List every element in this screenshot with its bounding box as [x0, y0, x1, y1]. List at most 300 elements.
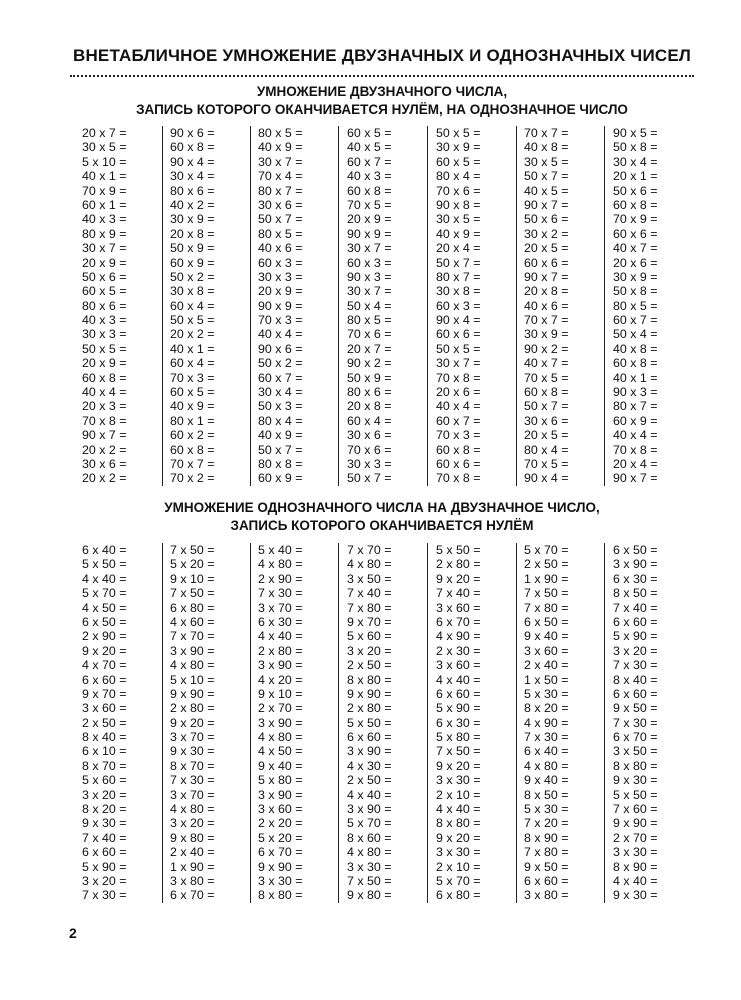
exercise-item: 6 x 30 = [436, 715, 481, 730]
exercise-item: 9 x 30 = [613, 773, 658, 788]
section-1-column-6 [524, 126, 605, 486]
section-1-column-2 [170, 126, 251, 486]
exercise-item: 70 x 3 = [436, 428, 481, 443]
exercise-item: 2 x 40 = [170, 845, 215, 860]
exercise-item: 3 x 60 = [258, 802, 303, 817]
exercise-item: 30 x 3 = [347, 456, 392, 471]
exercise-item: 9 x 20 = [436, 830, 481, 845]
exercise-item: 70 x 2 = [170, 471, 215, 486]
exercise-item: 60 x 6 = [524, 255, 569, 270]
exercise-item: 2 x 80 = [258, 643, 303, 658]
exercise-item: 7 x 50 = [170, 586, 215, 601]
exercise-item: 30 x 6 = [258, 197, 303, 212]
exercise-item: 40 x 1 = [613, 370, 658, 385]
exercise-item: 4 x 80 = [347, 557, 392, 572]
exercise-item: 90 x 6 = [170, 126, 215, 140]
exercise-item: 9 x 20 = [82, 643, 127, 658]
exercise-item: 8 x 80 = [436, 816, 481, 831]
exercise-item: 80 x 9 = [82, 226, 127, 241]
exercise-item: 70 x 6 = [436, 183, 481, 198]
exercise-item: 9 x 90 = [170, 686, 215, 701]
exercise-item: 50 x 5 = [82, 341, 127, 356]
exercise-item: 1 x 90 = [170, 859, 215, 874]
exercise-item: 50 x 4 = [347, 298, 392, 313]
exercise-item: 4 x 40 = [82, 571, 127, 586]
exercise-item: 20 x 3 = [82, 399, 127, 414]
exercise-item: 3 x 50 = [347, 571, 392, 586]
exercise-item: 60 x 7 = [613, 313, 658, 328]
exercise-item: 60 x 8 = [347, 183, 392, 198]
exercise-item: 60 x 4 = [170, 356, 215, 371]
exercise-item: 2 x 70 = [613, 830, 658, 845]
exercise-item: 7 x 30 = [524, 730, 569, 745]
exercise-item: 20 x 5 = [524, 241, 569, 256]
exercise-item: 6 x 30 = [613, 571, 658, 586]
exercise-item: 50 x 7 = [258, 212, 303, 227]
title-dotted-rule [70, 75, 694, 77]
exercise-item: 3 x 70 = [170, 730, 215, 745]
exercise-item: 5 x 10 = [82, 154, 127, 169]
exercise-item: 9 x 70 = [347, 614, 392, 629]
exercise-item: 6 x 70 = [170, 888, 215, 903]
section-1-column-5 [436, 126, 517, 486]
exercise-item: 40 x 4 = [613, 428, 658, 443]
exercise-item: 60 x 8 = [170, 442, 215, 457]
exercise-item: 60 x 8 = [613, 356, 658, 371]
exercise-item: 90 x 4 = [524, 471, 569, 486]
exercise-item: 6 x 80 = [436, 888, 481, 903]
exercise-item: 8 x 20 = [82, 802, 127, 817]
exercise-item: 60 x 7 = [436, 413, 481, 428]
exercise-item: 90 x 3 = [347, 269, 392, 284]
exercise-item: 2 x 40 = [524, 658, 569, 673]
exercise-item: 50 x 2 = [258, 356, 303, 371]
exercise-item: 70 x 3 = [170, 370, 215, 385]
exercise-item: 5 x 10 = [170, 672, 215, 687]
exercise-item: 6 x 60 = [347, 730, 392, 745]
exercise-item: 5 x 90 = [613, 629, 658, 644]
exercise-item: 2 x 10 = [436, 787, 481, 802]
exercise-item: 9 x 20 = [436, 758, 481, 773]
exercise-item: 6 x 60 = [613, 686, 658, 701]
exercise-item: 6 x 60 = [436, 686, 481, 701]
exercise-item: 60 x 8 = [436, 442, 481, 457]
exercise-item: 60 x 1 = [82, 197, 127, 212]
exercise-item: 7 x 30 = [258, 586, 303, 601]
exercise-item: 9 x 30 = [82, 816, 127, 831]
section-2-heading-line-1: УМНОЖЕНИЕ ОДНОЗНАЧНОГО ЧИСЛА НА ДВУЗНАЧНОЕ ЧИСЛО, [164, 500, 600, 515]
exercise-item: 5 x 80 = [436, 730, 481, 745]
exercise-item: 3 x 80 = [524, 888, 569, 903]
exercise-item: 90 x 9 = [258, 298, 303, 313]
exercise-item: 4 x 50 = [258, 744, 303, 759]
exercise-item: 5 x 80 = [258, 773, 303, 788]
exercise-item: 4 x 40 = [436, 802, 481, 817]
exercise-item: 60 x 6 = [436, 327, 481, 342]
exercise-item: 6 x 30 = [258, 614, 303, 629]
exercise-item: 20 x 4 = [613, 456, 658, 471]
exercise-item: 6 x 10 = [82, 744, 127, 759]
exercise-item: 30 x 5 = [82, 140, 127, 155]
exercise-item: 90 x 5 = [613, 126, 658, 140]
exercise-item: 30 x 6 = [347, 428, 392, 443]
exercise-item: 70 x 4 = [258, 169, 303, 184]
exercise-item: 70 x 3 = [258, 313, 303, 328]
exercise-item: 70 x 6 = [347, 442, 392, 457]
exercise-item: 40 x 4 = [82, 385, 127, 400]
exercise-item: 50 x 9 = [347, 370, 392, 385]
exercise-item: 8 x 90 = [613, 859, 658, 874]
exercise-item: 20 x 9 = [82, 255, 127, 270]
exercise-item: 3 x 60 = [82, 701, 127, 716]
section-1-column-3 [258, 126, 339, 486]
exercise-item: 3 x 90 = [347, 802, 392, 817]
exercise-item: 6 x 60 = [613, 614, 658, 629]
exercise-item: 8 x 50 = [613, 586, 658, 601]
exercise-item: 80 x 5 = [258, 226, 303, 241]
exercise-item: 40 x 6 = [524, 298, 569, 313]
exercise-item: 2 x 30 = [436, 643, 481, 658]
exercise-item: 3 x 30 = [347, 859, 392, 874]
exercise-item: 30 x 4 = [258, 385, 303, 400]
exercise-item: 30 x 9 = [613, 269, 658, 284]
exercise-item: 40 x 7 = [613, 241, 658, 256]
exercise-item: 6 x 60 = [82, 672, 127, 687]
exercise-item: 2 x 10 = [436, 859, 481, 874]
exercise-item: 60 x 3 = [258, 255, 303, 270]
exercise-item: 30 x 9 = [436, 140, 481, 155]
exercise-item: 5 x 30 = [524, 802, 569, 817]
exercise-item: 7 x 20 = [524, 816, 569, 831]
exercise-item: 20 x 9 = [347, 212, 392, 227]
exercise-item: 40 x 6 = [258, 241, 303, 256]
exercise-item: 40 x 2 = [170, 197, 215, 212]
exercise-item: 60 x 4 = [170, 298, 215, 313]
exercise-item: 3 x 20 = [82, 787, 127, 802]
exercise-item: 40 x 1 = [82, 169, 127, 184]
exercise-item: 80 x 7 = [436, 269, 481, 284]
exercise-item: 60 x 9 = [613, 413, 658, 428]
exercise-item: 80 x 5 = [258, 126, 303, 140]
exercise-item: 7 x 50 = [170, 543, 215, 557]
exercise-item: 70 x 8 = [613, 442, 658, 457]
exercise-item: 80 x 6 = [170, 183, 215, 198]
exercise-item: 80 x 5 = [613, 298, 658, 313]
exercise-item: 90 x 7 = [613, 471, 658, 486]
exercise-item: 9 x 50 = [613, 701, 658, 716]
exercise-item: 9 x 80 = [347, 888, 392, 903]
exercise-item: 60 x 9 = [258, 471, 303, 486]
exercise-item: 2 x 80 = [347, 701, 392, 716]
exercise-item: 5 x 50 = [613, 787, 658, 802]
exercise-item: 80 x 4 = [436, 169, 481, 184]
section-1-column-4 [347, 126, 428, 486]
exercise-item: 40 x 8 = [524, 140, 569, 155]
exercise-item: 40 x 4 = [258, 327, 303, 342]
exercise-item: 60 x 3 = [347, 255, 392, 270]
exercise-item: 60 x 6 = [436, 456, 481, 471]
exercise-item: 20 x 6 = [436, 385, 481, 400]
exercise-item: 8 x 80 = [613, 758, 658, 773]
exercise-item: 3 x 90 = [258, 787, 303, 802]
exercise-item: 80 x 4 = [258, 413, 303, 428]
exercise-item: 4 x 80 = [524, 758, 569, 773]
exercise-item: 4 x 40 = [347, 787, 392, 802]
exercise-item: 9 x 20 = [436, 571, 481, 586]
exercise-item: 9 x 70 = [82, 686, 127, 701]
exercise-item: 7 x 30 = [613, 658, 658, 673]
exercise-item: 8 x 70 = [82, 758, 127, 773]
exercise-item: 50 x 3 = [258, 399, 303, 414]
exercise-item: 20 x 4 = [436, 241, 481, 256]
exercise-item: 4 x 40 = [436, 672, 481, 687]
exercise-item: 5 x 70 = [524, 543, 569, 557]
exercise-item: 50 x 6 = [613, 183, 658, 198]
exercise-item: 20 x 9 = [258, 284, 303, 299]
exercise-item: 30 x 4 = [170, 169, 215, 184]
exercise-item: 40 x 4 = [436, 399, 481, 414]
exercise-item: 3 x 80 = [170, 873, 215, 888]
exercise-item: 7 x 30 = [82, 888, 127, 903]
exercise-item: 8 x 80 = [347, 672, 392, 687]
exercise-item: 20 x 8 = [347, 399, 392, 414]
exercise-item: 5 x 20 = [258, 830, 303, 845]
exercise-item: 3 x 20 = [347, 643, 392, 658]
exercise-item: 90 x 4 = [436, 313, 481, 328]
exercise-item: 8 x 40 = [613, 672, 658, 687]
exercise-item: 90 x 2 = [347, 356, 392, 371]
exercise-item: 9 x 20 = [170, 715, 215, 730]
exercise-item: 30 x 7 = [82, 241, 127, 256]
section-1-column-1 [82, 126, 163, 486]
exercise-item: 70 x 9 = [82, 183, 127, 198]
exercise-item: 60 x 5 = [170, 385, 215, 400]
exercise-item: 90 x 9 = [347, 226, 392, 241]
exercise-item: 5 x 50 = [347, 715, 392, 730]
exercise-item: 90 x 8 = [436, 197, 481, 212]
exercise-item: 90 x 7 = [524, 197, 569, 212]
exercise-item: 30 x 7 = [436, 356, 481, 371]
exercise-item: 5 x 70 = [347, 816, 392, 831]
exercise-item: 7 x 60 = [613, 802, 658, 817]
exercise-item: 70 x 5 = [524, 456, 569, 471]
exercise-item: 40 x 9 = [170, 399, 215, 414]
exercise-item: 7 x 40 = [613, 600, 658, 615]
exercise-item: 3 x 90 = [258, 715, 303, 730]
exercise-item: 6 x 50 = [613, 543, 658, 557]
exercise-item: 30 x 5 = [436, 212, 481, 227]
exercise-item: 8 x 40 = [82, 730, 127, 745]
exercise-item: 8 x 60 = [347, 830, 392, 845]
exercise-item: 3 x 90 = [613, 557, 658, 572]
exercise-item: 7 x 30 = [613, 715, 658, 730]
exercise-item: 9 x 10 = [258, 686, 303, 701]
exercise-item: 2 x 70 = [258, 701, 303, 716]
exercise-item: 30 x 6 = [82, 456, 127, 471]
exercise-item: 20 x 9 = [82, 356, 127, 371]
exercise-item: 60 x 7 = [258, 370, 303, 385]
exercise-item: 3 x 90 = [170, 643, 215, 658]
exercise-item: 60 x 3 = [436, 298, 481, 313]
exercise-item: 6 x 40 = [524, 744, 569, 759]
exercise-item: 20 x 6 = [613, 255, 658, 270]
exercise-item: 2 x 20 = [258, 816, 303, 831]
exercise-item: 4 x 80 = [347, 845, 392, 860]
exercise-item: 50 x 8 = [613, 284, 658, 299]
exercise-item: 50 x 5 = [170, 313, 215, 328]
exercise-item: 3 x 20 = [170, 816, 215, 831]
exercise-item: 9 x 90 = [613, 816, 658, 831]
section-1-column-7 [613, 126, 693, 486]
section-2-column-6 [524, 543, 605, 903]
exercise-item: 70 x 9 = [613, 212, 658, 227]
exercise-item: 80 x 6 = [82, 298, 127, 313]
exercise-item: 40 x 9 = [258, 428, 303, 443]
exercise-item: 80 x 5 = [347, 313, 392, 328]
exercise-item: 30 x 3 = [258, 269, 303, 284]
section-2-heading [60, 499, 704, 535]
exercise-item: 20 x 7 = [82, 126, 127, 140]
exercise-item: 3 x 60 = [524, 643, 569, 658]
exercise-item: 7 x 80 = [524, 845, 569, 860]
exercise-item: 50 x 4 = [613, 327, 658, 342]
exercise-item: 3 x 60 = [436, 658, 481, 673]
exercise-item: 20 x 1 = [613, 169, 658, 184]
exercise-item: 9 x 40 = [524, 773, 569, 788]
exercise-item: 3 x 30 = [258, 873, 303, 888]
exercise-item: 90 x 4 = [170, 154, 215, 169]
exercise-item: 7 x 70 = [170, 629, 215, 644]
exercise-item: 60 x 8 = [82, 370, 127, 385]
exercise-item: 2 x 50 = [524, 557, 569, 572]
exercise-item: 80 x 4 = [524, 442, 569, 457]
section-2-column-5 [436, 543, 517, 903]
exercise-item: 50 x 6 = [82, 269, 127, 284]
exercise-item: 50 x 2 = [170, 269, 215, 284]
exercise-item: 20 x 2 = [82, 442, 127, 457]
exercise-item: 30 x 8 = [170, 284, 215, 299]
exercise-item: 7 x 50 = [524, 586, 569, 601]
exercise-item: 3 x 50 = [613, 744, 658, 759]
exercise-item: 8 x 20 = [524, 701, 569, 716]
exercise-item: 20 x 2 = [170, 327, 215, 342]
exercise-item: 6 x 70 = [258, 845, 303, 860]
exercise-item: 2 x 50 = [347, 658, 392, 673]
exercise-item: 5 x 40 = [258, 543, 303, 557]
page-title: ВНЕТАБЛИЧНОЕ УМНОЖЕНИЕ ДВУЗНАЧНЫХ И ОДНОЗНАЧНЫХ ЧИСЕЛ [72, 46, 692, 65]
exercise-item: 40 x 3 = [82, 212, 127, 227]
exercise-item: 80 x 7 = [258, 183, 303, 198]
exercise-item: 3 x 90 = [258, 658, 303, 673]
exercise-item: 50 x 6 = [524, 212, 569, 227]
exercise-item: 3 x 30 = [613, 845, 658, 860]
exercise-item: 60 x 4 = [347, 413, 392, 428]
exercise-item: 3 x 30 = [436, 845, 481, 860]
exercise-item: 4 x 50 = [82, 600, 127, 615]
exercise-item: 20 x 8 = [170, 226, 215, 241]
exercise-item: 8 x 70 = [170, 758, 215, 773]
exercise-item: 4 x 80 = [170, 802, 215, 817]
exercise-item: 3 x 90 = [347, 744, 392, 759]
exercise-item: 6 x 60 = [524, 873, 569, 888]
exercise-item: 4 x 30 = [347, 758, 392, 773]
exercise-item: 4 x 90 = [524, 715, 569, 730]
section-2-column-4 [347, 543, 428, 903]
section-2-column-1 [82, 543, 163, 903]
exercise-item: 70 x 7 = [170, 456, 215, 471]
section-2-column-7 [613, 543, 693, 903]
exercise-item: 70 x 5 = [347, 197, 392, 212]
exercise-item: 50 x 7 = [524, 399, 569, 414]
exercise-item: 60 x 8 = [524, 385, 569, 400]
exercise-item: 70 x 6 = [347, 327, 392, 342]
exercise-item: 3 x 70 = [258, 600, 303, 615]
exercise-item: 80 x 1 = [170, 413, 215, 428]
exercise-item: 90 x 7 = [524, 269, 569, 284]
exercise-item: 9 x 40 = [258, 758, 303, 773]
exercise-item: 3 x 20 = [613, 643, 658, 658]
exercise-item: 70 x 8 = [436, 471, 481, 486]
exercise-item: 7 x 80 = [524, 600, 569, 615]
section-2-heading-line-2: ЗАПИСЬ КОТОРОГО ОКАНЧИВАЕТСЯ НУЛЁМ [230, 518, 534, 533]
exercise-item: 60 x 2 = [170, 428, 215, 443]
exercise-item: 20 x 7 = [347, 341, 392, 356]
exercise-item: 8 x 50 = [524, 787, 569, 802]
exercise-item: 50 x 7 = [524, 169, 569, 184]
exercise-item: 50 x 9 = [170, 241, 215, 256]
exercise-item: 20 x 8 = [524, 284, 569, 299]
exercise-item: 20 x 5 = [524, 428, 569, 443]
section-1-heading [60, 83, 704, 119]
exercise-item: 6 x 50 = [524, 614, 569, 629]
exercise-item: 7 x 50 = [436, 744, 481, 759]
exercise-item: 5 x 50 = [436, 543, 481, 557]
exercise-item: 5 x 70 = [82, 586, 127, 601]
exercise-item: 60 x 5 = [82, 284, 127, 299]
exercise-item: 6 x 40 = [82, 543, 127, 557]
exercise-item: 9 x 30 = [613, 888, 658, 903]
exercise-item: 5 x 90 = [436, 701, 481, 716]
exercise-item: 30 x 4 = [613, 154, 658, 169]
exercise-item: 80 x 7 = [613, 399, 658, 414]
exercise-item: 90 x 3 = [613, 385, 658, 400]
exercise-item: 4 x 80 = [258, 557, 303, 572]
page-number: 2 [69, 925, 77, 941]
exercise-item: 60 x 8 = [613, 197, 658, 212]
exercise-item: 4 x 40 = [613, 873, 658, 888]
exercise-item: 60 x 5 = [347, 126, 392, 140]
exercise-item: 50 x 7 = [347, 471, 392, 486]
exercise-item: 6 x 70 = [436, 614, 481, 629]
exercise-item: 40 x 3 = [347, 169, 392, 184]
exercise-item: 4 x 80 = [170, 658, 215, 673]
exercise-item: 7 x 30 = [170, 773, 215, 788]
exercise-item: 3 x 20 = [82, 873, 127, 888]
exercise-item: 30 x 7 = [347, 241, 392, 256]
exercise-item: 40 x 9 = [436, 226, 481, 241]
exercise-item: 80 x 8 = [258, 456, 303, 471]
exercise-item: 40 x 5 = [524, 183, 569, 198]
exercise-item: 5 x 20 = [170, 557, 215, 572]
exercise-item: 9 x 90 = [258, 859, 303, 874]
exercise-item: 60 x 9 = [170, 255, 215, 270]
exercise-item: 50 x 8 = [613, 140, 658, 155]
exercise-item: 60 x 6 = [613, 226, 658, 241]
exercise-item: 70 x 8 = [82, 413, 127, 428]
exercise-item: 30 x 5 = [524, 154, 569, 169]
exercise-item: 3 x 30 = [436, 773, 481, 788]
exercise-item: 5 x 90 = [82, 859, 127, 874]
